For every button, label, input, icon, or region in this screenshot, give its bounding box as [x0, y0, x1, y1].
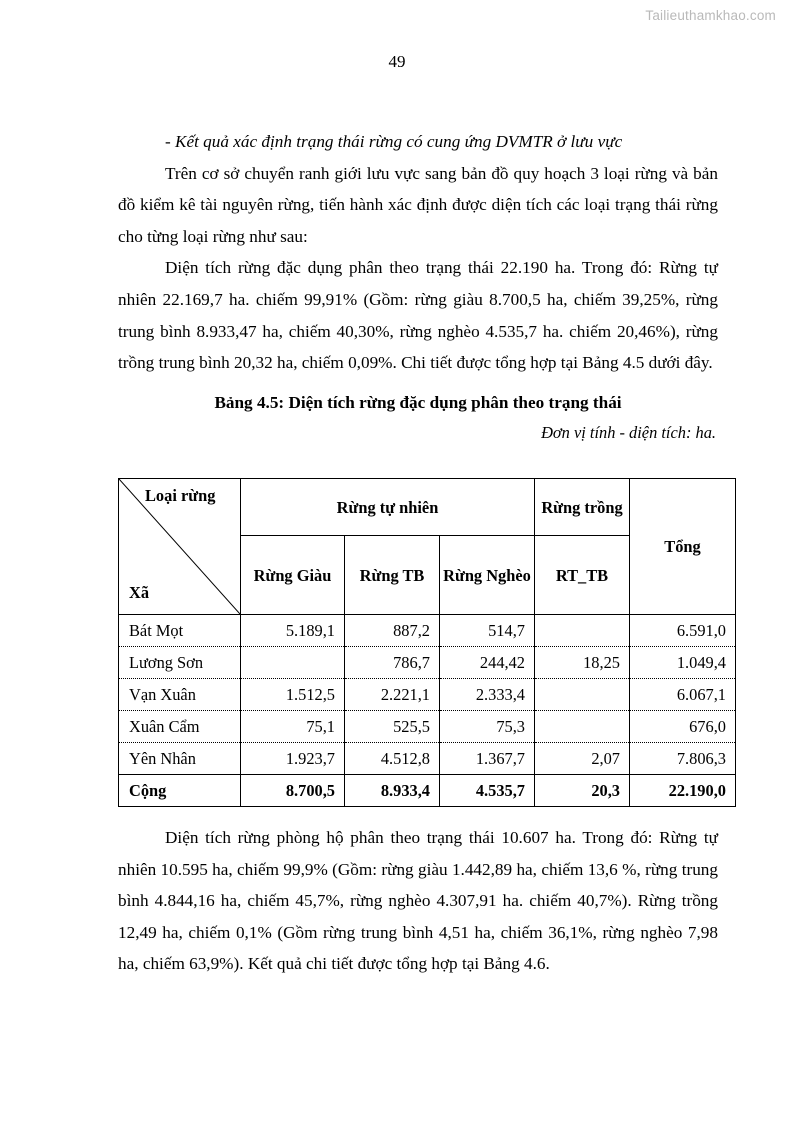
cell-total-rung-ngheo: 4.535,7	[440, 775, 535, 807]
table-caption: Bảng 4.5: Diện tích rừng đặc dụng phân theo trạng thái	[214, 392, 622, 412]
group-header-total: Tổng	[630, 479, 736, 615]
sub-header-rung-ngheo: Rừng Nghèo	[440, 536, 535, 615]
cell-rung-tb: 4.512,8	[345, 743, 440, 775]
page-number: 49	[388, 52, 406, 71]
cell-rung-ngheo: 75,3	[440, 711, 535, 743]
table-header-row-1	[119, 479, 736, 536]
cell-rt-tb	[535, 679, 630, 711]
cell-rt-tb: 18,25	[535, 647, 630, 679]
cell-rung-giau: 5.189,1	[241, 615, 345, 647]
paragraph-special-use-forest: Diện tích rừng đặc dụng phân theo trạng thái 22.190 ha. Trong đó: Rừng tự nhiên 22.169,7 ha. chiếm 99,91% (Gồm: rừng giàu 8.700,5 ha, chiếm 39,25%, rừng trung bình 8.933,47 ha, chiếm 40,30%, rừng nghèo 4.535,7 ha. chiếm 20,46%), rừng trồng trung bình 20,32 ha, chiếm 0,09%. Chi tiết được tổng hợp tại Bảng 4.5 dưới đây.	[118, 258, 718, 373]
cell-rt-tb	[535, 711, 630, 743]
table-row	[119, 647, 736, 679]
cell-commune-name: Bát Mọt	[119, 615, 241, 647]
cell-rung-tb: 887,2	[345, 615, 440, 647]
watermark: Tailieuthamkhao.com	[645, 8, 776, 23]
cell-rt-tb: 2,07	[535, 743, 630, 775]
cell-commune-name: Vạn Xuân	[119, 679, 241, 711]
cell-total-rung-tb: 8.933,4	[345, 775, 440, 807]
cell-rung-tb: 2.221,1	[345, 679, 440, 711]
cell-commune-name: Xuân Cẩm	[119, 711, 241, 743]
cell-rung-ngheo: 514,7	[440, 615, 535, 647]
group-header-natural-forest: Rừng tự nhiên	[241, 479, 535, 536]
cell-total-rt-tb: 20,3	[535, 775, 630, 807]
forest-area-table	[118, 478, 736, 807]
table-row	[119, 743, 736, 775]
paragraph-protection-forest: Diện tích rừng phòng hộ phân theo trạng thái 10.607 ha. Trong đó: Rừng tự nhiên 10.595 ha, chiếm 99,9% (Gồm: rừng giàu 1.442,89 ha, chiếm 13,6 %, rừng trung bình 4.844,16 ha, chiếm 45,7%, rừng nghèo 4.307,91 ha. chiếm 40,7%). Rừng trồng 12,49 ha, chiếm 0,1% (Gồm rừng trung bình 4,51 ha, chiếm 36,1%, rừng nghèo 7,98 ha, chiếm 63,9%). Kết quả chi tiết được tổng hợp tại Bảng 4.6.	[118, 828, 718, 974]
table-row	[119, 711, 736, 743]
cell-tong: 676,0	[630, 711, 736, 743]
cell-tong: 6.591,0	[630, 615, 736, 647]
corner-bottom-label: Xã	[129, 583, 150, 602]
cell-total-rung-giau: 8.700,5	[241, 775, 345, 807]
table-row	[119, 679, 736, 711]
table-total-row	[119, 775, 736, 807]
section-heading: - Kết quả xác định trạng thái rừng có cung ứng DVMTR ở lưu vực	[165, 132, 623, 151]
corner-split-cell	[119, 479, 241, 615]
cell-rung-tb: 525,5	[345, 711, 440, 743]
sub-header-rung-giau: Rừng Giàu	[241, 536, 345, 615]
cell-rung-ngheo: 1.367,7	[440, 743, 535, 775]
cell-rung-tb: 786,7	[345, 647, 440, 679]
sub-header-rt-tb: RT_TB	[535, 536, 630, 615]
cell-rung-giau: 1.923,7	[241, 743, 345, 775]
table-container	[118, 478, 735, 807]
table-unit-note: Đơn vị tính - diện tích: ha.	[541, 422, 716, 442]
cell-commune-name: Lương Sơn	[119, 647, 241, 679]
corner-top-label: Loại rừng	[145, 486, 216, 505]
cell-rung-giau: 1.512,5	[241, 679, 345, 711]
cell-total-tong: 22.190,0	[630, 775, 736, 807]
cell-rung-giau	[241, 647, 345, 679]
cell-rung-giau: 75,1	[241, 711, 345, 743]
cell-tong: 7.806,3	[630, 743, 736, 775]
table-row	[119, 615, 736, 647]
paragraph-intro: Trên cơ sở chuyển ranh giới lưu vực sang bản đồ quy hoạch 3 loại rừng và bản đồ kiểm kê tài nguyên rừng, tiến hành xác định được diện tích các loại trạng thái rừng cho từng loại rừng như sau:	[118, 163, 718, 246]
cell-rung-ngheo: 244,42	[440, 647, 535, 679]
cell-rt-tb	[535, 615, 630, 647]
lower-text-block	[118, 822, 718, 980]
cell-tong: 1.049,4	[630, 647, 736, 679]
cell-commune-name: Yên Nhân	[119, 743, 241, 775]
upper-text-block	[118, 126, 718, 448]
group-header-plantation-forest: Rừng trồng	[535, 479, 630, 536]
sub-header-rung-tb: Rừng TB	[345, 536, 440, 615]
cell-total-label: Cộng	[119, 775, 241, 807]
cell-tong: 6.067,1	[630, 679, 736, 711]
cell-rung-ngheo: 2.333,4	[440, 679, 535, 711]
